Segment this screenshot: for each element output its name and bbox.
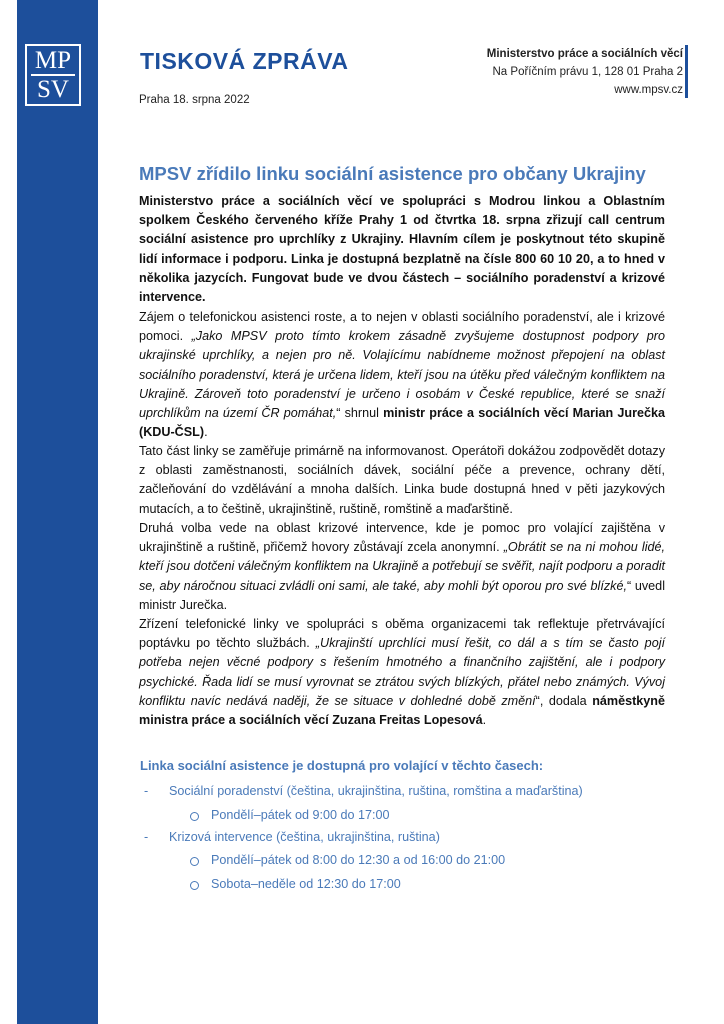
hours-crisis-weekdays: Pondělí–pátek od 8:00 do 12:30 a od 16:00 do 21:00 [211, 853, 506, 867]
p3-quote: „Obrátit se na ni mohou lidé, kteří jsou dotčeni válečným konfliktem na Ukrajině a potřebují se svěřit, najít podporu a poradit se, aby náročnou situaci zvládli oni sami, ale také, aby mohli být oporou pro své blízké, [139, 540, 665, 593]
p4-quote: „Ukrajinští uprchlíci musí řešit, co dál a s tím se často pojí potřeba nejen věcné podpory s řešením hmotného a finančního zajištění, ale i podpory psychické. Řada lidí se musí vyrovnat se ztrátou svých blízkých, přátel nebo známých. Vývoj konfliktu navíc nedává naději, že se situace v dohledné době změní [139, 636, 665, 708]
article-title: MPSV zřídilo linku sociální asistence pro občany Ukrajiny [139, 163, 646, 184]
dash-bullet: - [144, 830, 149, 844]
p1-speaker: ministr práce a sociálních věcí Marian Jurečka (KDU-ČSL) [139, 406, 665, 440]
press-release-title: TISKOVÁ ZPRÁVA [140, 48, 349, 74]
p1-attribution: “ shrnul [336, 406, 384, 421]
p4-speaker: náměstkyně ministra práce a sociálních věcí Zuzana Freitas Lopesová [139, 693, 665, 728]
ministry-name: Ministerstvo práce a sociálních věcí [486, 48, 683, 60]
circle-bullet-icon [190, 857, 199, 866]
circle-bullet-icon [190, 881, 199, 890]
ministry-contact [487, 45, 683, 99]
p1-end: . [204, 425, 208, 440]
hours-item-crisis-intervention: Krizová intervence (čeština, ukrajinština, ruština) [169, 830, 440, 844]
p4-end: . [482, 713, 487, 728]
release-date: Praha 18. srpna 2022 [139, 94, 250, 106]
hours-heading: Linka sociální asistence je dostupná pro volající v těchto časech: [140, 758, 544, 773]
p3-text: Druhá volba vede na oblast krizové intervence, kde je pomoc pro volající zajištěna v ukrajinštině a ruštině, přičemž hovory zůstávají zcela anonymní. [139, 521, 665, 555]
logo-line-1: MP [34, 47, 72, 74]
mpsv-logo [25, 44, 81, 106]
hours-crisis-weekend: Sobota–neděle od 12:30 do 17:00 [211, 877, 401, 891]
hours-item-social-counseling: Sociální poradenství (čeština, ukrajinština, ruština, romština a maďarština) [169, 784, 583, 798]
p1-quote: „Jako MPSV proto tímto krokem zásadně zvyšujeme dostupnost podpory pro ukrajinské uprchlíky, a nejen pro ně. Volajícímu nabídneme možnost přepojení na oblast sociálního poradenství, která je určena lidem, kteří jsou na útěku před válečným konfliktem na Ukrajině. Zároveň toto poradenství je určeno i osobám v České republice, které se snaží uprchlíkům na území ČR pomáhat, [139, 329, 665, 421]
circle-bullet-icon [190, 812, 199, 821]
ministry-web: www.mpsv.cz [614, 84, 683, 96]
logo-line-2: SV [37, 76, 69, 103]
p3-attribution: “ uvedl ministr Jurečka. [139, 578, 665, 612]
article-lead: Ministerstvo práce a sociálních věcí ve spolupráci s Modrou linkou a Oblastním spolkem Českého červeného kříže Prahy 1 od čtvrtka 18. srpna zřizují call centrum sociální asistence pro uprchlíky z Ukrajiny. Hlavním cílem je poskytnout této skupině lidí informace i podporu. Linka je dostupná bezplatně na čísle 800 60 10 20, a to hned v několika jazycích. Fungovat bude ve dvou částech – sociálního poradenství a krizové intervence. [139, 194, 665, 305]
dash-bullet: - [144, 784, 149, 798]
brand-sidebar [17, 0, 98, 1024]
p4-attribution: “, dodala [535, 693, 593, 708]
paragraph-2: Tato část linky se zaměřuje primárně na informovanost. Operátoři dokážou zodpovědět dotazy z oblasti zaměstnanosti, sociálních dávek, sociální péče a prevence, ochrany dětí, začleňování do vzdělávání a mnoha dalších. Linka bude dostupná hned v pěti jazykových mutacích, a to češtině, ukrajinštině, ruštině, romštině a maďarštině. [139, 444, 665, 516]
ministry-address: Na Poříčním právu 1, 128 01 Praha 2 [492, 66, 683, 78]
p4-text: Zřízení telefonické linky ve spolupráci s oběma organizacemi tak reflektuje přetrvávající poptávku po těchto službách. [139, 617, 665, 651]
header-accent-bar [685, 45, 688, 98]
p1-text: Zájem o telefonickou asistenci roste, a to nejen v oblasti sociálního poradenství, ale i krizové pomoci. [139, 310, 665, 344]
paragraph-1 [139, 308, 665, 442]
paragraph-4 [139, 615, 665, 730]
paragraph-3 [139, 519, 665, 615]
hours-social-weekdays: Pondělí–pátek od 9:00 do 17:00 [211, 808, 390, 822]
